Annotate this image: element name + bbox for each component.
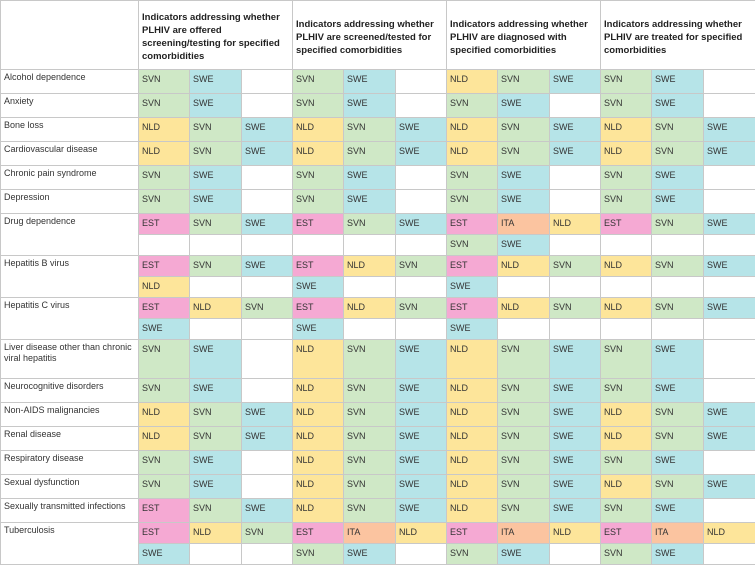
country-cell-svn: SVN (344, 142, 396, 166)
country-cell-nld: NLD (190, 298, 242, 319)
country-cell-swe: SWE (704, 118, 755, 142)
empty-cell (242, 235, 293, 256)
table-row (1, 118, 755, 142)
table-row (1, 340, 755, 379)
table-row (1, 70, 755, 94)
country-cell-swe: SWE (652, 70, 704, 94)
country-cell-nld: NLD (550, 214, 601, 235)
country-cell-svn: SVN (344, 340, 396, 379)
country-cell-swe: SWE (550, 403, 601, 427)
country-cell-nld: NLD (293, 451, 344, 475)
country-cell-nld: NLD (601, 256, 652, 277)
country-cell-nld: NLD (447, 142, 498, 166)
country-cell-swe: SWE (550, 118, 601, 142)
country-cell-svn: SVN (498, 403, 550, 427)
country-cell-svn: SVN (498, 451, 550, 475)
empty-cell (396, 70, 447, 94)
country-cell-swe: SWE (139, 544, 190, 565)
header-offered: Indicators addressing whether PLHIV are offered screening/testing for specified comorbidities (139, 1, 293, 70)
country-cell-swe: SWE (704, 298, 755, 319)
country-cell-svn: SVN (601, 94, 652, 118)
country-cell-svn: SVN (396, 298, 447, 319)
country-cell-svn: SVN (652, 427, 704, 451)
country-cell-swe: SWE (242, 118, 293, 142)
country-cell-swe: SWE (550, 142, 601, 166)
country-cell-est: EST (447, 298, 498, 319)
empty-cell (550, 319, 601, 340)
country-cell-est: EST (139, 298, 190, 319)
empty-cell (652, 277, 704, 298)
empty-cell (704, 451, 755, 475)
empty-cell (550, 544, 601, 565)
country-cell-nld: NLD (447, 379, 498, 403)
empty-cell (601, 319, 652, 340)
empty-cell (242, 451, 293, 475)
country-cell-est: EST (293, 523, 344, 544)
row-label: Hepatitis C virus (1, 298, 139, 340)
country-cell-svn: SVN (447, 94, 498, 118)
country-cell-svn: SVN (344, 214, 396, 235)
header-diagnosed: Indicators addressing whether PLHIV are diagnosed with specified comorbidities (447, 1, 601, 70)
country-cell-svn: SVN (190, 499, 242, 523)
empty-cell (498, 319, 550, 340)
country-cell-nld: NLD (293, 403, 344, 427)
country-cell-svn: SVN (344, 379, 396, 403)
country-cell-svn: SVN (652, 142, 704, 166)
empty-cell (139, 235, 190, 256)
country-cell-svn: SVN (498, 340, 550, 379)
country-cell-swe: SWE (190, 451, 242, 475)
country-cell-swe: SWE (242, 142, 293, 166)
country-cell-swe: SWE (550, 379, 601, 403)
empty-cell (396, 94, 447, 118)
country-cell-svn: SVN (601, 544, 652, 565)
table-body (1, 70, 755, 565)
country-cell-svn: SVN (344, 427, 396, 451)
empty-cell (550, 94, 601, 118)
empty-cell (601, 277, 652, 298)
table-row (1, 298, 755, 319)
row-label: Renal disease (1, 427, 139, 451)
country-cell-swe: SWE (550, 475, 601, 499)
country-cell-nld: NLD (139, 427, 190, 451)
country-cell-nld: NLD (293, 475, 344, 499)
country-cell-swe: SWE (704, 142, 755, 166)
country-cell-swe: SWE (396, 118, 447, 142)
country-cell-swe: SWE (652, 499, 704, 523)
country-cell-swe: SWE (396, 427, 447, 451)
country-cell-swe: SWE (190, 340, 242, 379)
table-row (1, 379, 755, 403)
country-cell-swe: SWE (498, 235, 550, 256)
table-row (1, 256, 755, 277)
country-cell-svn: SVN (396, 256, 447, 277)
country-cell-nld: NLD (293, 379, 344, 403)
empty-cell (344, 235, 396, 256)
empty-cell (704, 94, 755, 118)
country-cell-nld: NLD (139, 277, 190, 298)
country-cell-svn: SVN (344, 118, 396, 142)
country-cell-swe: SWE (344, 544, 396, 565)
country-cell-nld: NLD (601, 118, 652, 142)
country-cell-nld: NLD (447, 118, 498, 142)
country-cell-nld: NLD (447, 499, 498, 523)
empty-cell (704, 235, 755, 256)
country-cell-swe: SWE (293, 277, 344, 298)
country-cell-swe: SWE (396, 379, 447, 403)
country-cell-swe: SWE (344, 166, 396, 190)
country-cell-swe: SWE (139, 319, 190, 340)
country-cell-swe: SWE (704, 403, 755, 427)
country-cell-swe: SWE (344, 70, 396, 94)
empty-cell (190, 277, 242, 298)
empty-cell (242, 190, 293, 214)
country-cell-est: EST (139, 214, 190, 235)
table-row (1, 403, 755, 427)
country-cell-swe: SWE (550, 427, 601, 451)
country-cell-svn: SVN (293, 166, 344, 190)
country-cell-ita: ITA (652, 523, 704, 544)
country-cell-svn: SVN (447, 235, 498, 256)
country-cell-svn: SVN (293, 70, 344, 94)
country-cell-swe: SWE (190, 70, 242, 94)
empty-cell (652, 319, 704, 340)
row-label: Sexually transmitted infections (1, 499, 139, 523)
country-cell-swe: SWE (190, 475, 242, 499)
row-label: Liver disease other than chronic viral hepatitis (1, 340, 139, 379)
country-cell-svn: SVN (190, 403, 242, 427)
country-cell-swe: SWE (550, 340, 601, 379)
country-cell-swe: SWE (704, 475, 755, 499)
header-screened: Indicators addressing whether PLHIV are screened/tested for specified comorbidities (293, 1, 447, 70)
country-cell-swe: SWE (242, 499, 293, 523)
country-cell-swe: SWE (396, 142, 447, 166)
country-cell-swe: SWE (498, 544, 550, 565)
country-cell-svn: SVN (601, 70, 652, 94)
country-cell-svn: SVN (139, 379, 190, 403)
country-cell-nld: NLD (447, 475, 498, 499)
empty-cell (293, 235, 344, 256)
country-cell-svn: SVN (139, 94, 190, 118)
country-cell-svn: SVN (601, 499, 652, 523)
empty-cell (396, 235, 447, 256)
empty-cell (242, 94, 293, 118)
country-cell-swe: SWE (293, 319, 344, 340)
country-cell-swe: SWE (652, 340, 704, 379)
country-cell-svn: SVN (447, 166, 498, 190)
country-cell-nld: NLD (190, 523, 242, 544)
country-cell-nld: NLD (601, 142, 652, 166)
empty-cell (704, 70, 755, 94)
country-cell-nld: NLD (601, 427, 652, 451)
country-cell-swe: SWE (498, 94, 550, 118)
country-cell-nld: NLD (293, 142, 344, 166)
empty-cell (704, 499, 755, 523)
row-label: Alcohol dependence (1, 70, 139, 94)
country-cell-swe: SWE (242, 403, 293, 427)
empty-cell (344, 319, 396, 340)
country-cell-est: EST (447, 523, 498, 544)
empty-cell (550, 190, 601, 214)
country-cell-swe: SWE (550, 499, 601, 523)
country-cell-est: EST (293, 214, 344, 235)
empty-cell (704, 277, 755, 298)
empty-cell (242, 340, 293, 379)
country-cell-svn: SVN (344, 403, 396, 427)
country-cell-svn: SVN (601, 340, 652, 379)
empty-cell (498, 277, 550, 298)
empty-cell (344, 277, 396, 298)
row-label: Anxiety (1, 94, 139, 118)
country-cell-swe: SWE (704, 256, 755, 277)
empty-cell (396, 277, 447, 298)
country-cell-svn: SVN (652, 403, 704, 427)
country-cell-ita: ITA (498, 523, 550, 544)
country-cell-svn: SVN (139, 190, 190, 214)
country-cell-svn: SVN (242, 523, 293, 544)
empty-cell (550, 166, 601, 190)
country-cell-swe: SWE (652, 451, 704, 475)
country-cell-svn: SVN (652, 214, 704, 235)
empty-cell (652, 235, 704, 256)
country-cell-est: EST (139, 523, 190, 544)
empty-cell (704, 379, 755, 403)
country-cell-swe: SWE (396, 475, 447, 499)
country-cell-swe: SWE (550, 451, 601, 475)
country-cell-ita: ITA (498, 214, 550, 235)
country-cell-nld: NLD (447, 70, 498, 94)
country-cell-est: EST (601, 214, 652, 235)
country-cell-svn: SVN (652, 475, 704, 499)
table-row (1, 499, 755, 523)
country-cell-est: EST (447, 214, 498, 235)
country-cell-nld: NLD (293, 118, 344, 142)
empty-cell (396, 166, 447, 190)
country-cell-svn: SVN (344, 451, 396, 475)
table-row (1, 166, 755, 190)
country-cell-nld: NLD (601, 298, 652, 319)
table-row (1, 451, 755, 475)
country-cell-svn: SVN (498, 142, 550, 166)
country-cell-svn: SVN (601, 451, 652, 475)
row-label: Sexual dysfunction (1, 475, 139, 499)
country-cell-swe: SWE (190, 166, 242, 190)
country-cell-svn: SVN (447, 544, 498, 565)
empty-cell (242, 319, 293, 340)
empty-cell (242, 166, 293, 190)
country-cell-svn: SVN (139, 166, 190, 190)
empty-cell (242, 379, 293, 403)
country-cell-nld: NLD (704, 523, 755, 544)
country-cell-swe: SWE (190, 94, 242, 118)
country-cell-swe: SWE (447, 277, 498, 298)
row-label: Non-AIDS malignancies (1, 403, 139, 427)
table-row (1, 427, 755, 451)
country-cell-svn: SVN (293, 544, 344, 565)
country-cell-nld: NLD (293, 340, 344, 379)
table-row (1, 214, 755, 235)
country-cell-swe: SWE (344, 94, 396, 118)
country-cell-svn: SVN (190, 142, 242, 166)
country-cell-swe: SWE (652, 544, 704, 565)
country-cell-swe: SWE (652, 379, 704, 403)
country-cell-svn: SVN (498, 427, 550, 451)
empty-cell (190, 235, 242, 256)
country-cell-swe: SWE (447, 319, 498, 340)
country-cell-svn: SVN (550, 256, 601, 277)
country-cell-nld: NLD (447, 451, 498, 475)
country-cell-svn: SVN (139, 451, 190, 475)
row-label: Cardiovascular disease (1, 142, 139, 166)
country-cell-svn: SVN (447, 190, 498, 214)
country-cell-svn: SVN (139, 475, 190, 499)
country-cell-swe: SWE (396, 403, 447, 427)
country-cell-swe: SWE (498, 166, 550, 190)
row-label: Bone loss (1, 118, 139, 142)
country-cell-swe: SWE (190, 379, 242, 403)
header-treated: Indicators addressing whether PLHIV are treated for specified comorbidities (601, 1, 755, 70)
country-cell-svn: SVN (190, 256, 242, 277)
empty-cell (704, 340, 755, 379)
country-cell-nld: NLD (498, 298, 550, 319)
header-corner (1, 1, 139, 70)
country-cell-svn: SVN (190, 214, 242, 235)
empty-cell (242, 70, 293, 94)
country-cell-svn: SVN (344, 475, 396, 499)
empty-cell (396, 544, 447, 565)
empty-cell (704, 166, 755, 190)
country-cell-svn: SVN (293, 94, 344, 118)
country-cell-svn: SVN (498, 475, 550, 499)
country-cell-swe: SWE (190, 190, 242, 214)
country-cell-svn: SVN (498, 70, 550, 94)
country-cell-nld: NLD (139, 118, 190, 142)
table-row (1, 190, 755, 214)
country-cell-nld: NLD (293, 427, 344, 451)
country-cell-nld: NLD (447, 403, 498, 427)
empty-cell (550, 235, 601, 256)
country-cell-nld: NLD (344, 256, 396, 277)
country-cell-svn: SVN (190, 427, 242, 451)
country-cell-est: EST (293, 298, 344, 319)
country-cell-est: EST (601, 523, 652, 544)
country-cell-ita: ITA (344, 523, 396, 544)
country-cell-swe: SWE (242, 256, 293, 277)
row-label: Tuberculosis (1, 523, 139, 565)
empty-cell (396, 319, 447, 340)
header-row (1, 1, 755, 70)
country-cell-svn: SVN (139, 340, 190, 379)
country-cell-svn: SVN (652, 298, 704, 319)
empty-cell (242, 277, 293, 298)
empty-cell (550, 277, 601, 298)
country-cell-swe: SWE (704, 214, 755, 235)
country-cell-swe: SWE (396, 451, 447, 475)
empty-cell (190, 319, 242, 340)
row-label: Depression (1, 190, 139, 214)
empty-cell (601, 235, 652, 256)
country-cell-svn: SVN (498, 118, 550, 142)
country-cell-est: EST (139, 499, 190, 523)
empty-cell (704, 190, 755, 214)
country-cell-swe: SWE (550, 70, 601, 94)
country-cell-svn: SVN (139, 70, 190, 94)
empty-cell (396, 190, 447, 214)
row-label: Chronic pain syndrome (1, 166, 139, 190)
country-cell-est: EST (139, 256, 190, 277)
country-cell-svn: SVN (498, 499, 550, 523)
row-label: Hepatitis B virus (1, 256, 139, 298)
country-cell-swe: SWE (498, 190, 550, 214)
country-cell-swe: SWE (396, 340, 447, 379)
country-cell-nld: NLD (293, 499, 344, 523)
country-cell-svn: SVN (498, 379, 550, 403)
country-cell-swe: SWE (704, 427, 755, 451)
country-cell-est: EST (293, 256, 344, 277)
row-label: Respiratory disease (1, 451, 139, 475)
empty-cell (242, 544, 293, 565)
country-cell-svn: SVN (190, 118, 242, 142)
country-cell-svn: SVN (601, 379, 652, 403)
table-row (1, 94, 755, 118)
country-cell-swe: SWE (652, 190, 704, 214)
country-cell-svn: SVN (601, 190, 652, 214)
country-cell-nld: NLD (396, 523, 447, 544)
country-cell-svn: SVN (652, 256, 704, 277)
country-cell-nld: NLD (498, 256, 550, 277)
country-cell-nld: NLD (139, 142, 190, 166)
empty-cell (190, 544, 242, 565)
country-cell-swe: SWE (396, 214, 447, 235)
country-cell-nld: NLD (601, 403, 652, 427)
country-cell-swe: SWE (242, 427, 293, 451)
country-cell-est: EST (447, 256, 498, 277)
country-cell-svn: SVN (242, 298, 293, 319)
empty-cell (704, 544, 755, 565)
country-cell-nld: NLD (447, 427, 498, 451)
country-cell-svn: SVN (344, 499, 396, 523)
country-cell-swe: SWE (396, 499, 447, 523)
row-label: Drug dependence (1, 214, 139, 256)
country-cell-swe: SWE (652, 94, 704, 118)
country-cell-swe: SWE (652, 166, 704, 190)
country-cell-svn: SVN (601, 166, 652, 190)
country-cell-nld: NLD (139, 403, 190, 427)
country-cell-svn: SVN (293, 190, 344, 214)
country-cell-swe: SWE (344, 190, 396, 214)
table-row (1, 142, 755, 166)
country-cell-nld: NLD (601, 475, 652, 499)
country-cell-svn: SVN (652, 118, 704, 142)
country-cell-nld: NLD (344, 298, 396, 319)
table-row (1, 523, 755, 544)
country-cell-svn: SVN (550, 298, 601, 319)
country-cell-nld: NLD (447, 340, 498, 379)
country-cell-nld: NLD (550, 523, 601, 544)
country-cell-swe: SWE (242, 214, 293, 235)
row-label: Neurocognitive disorders (1, 379, 139, 403)
empty-cell (704, 319, 755, 340)
